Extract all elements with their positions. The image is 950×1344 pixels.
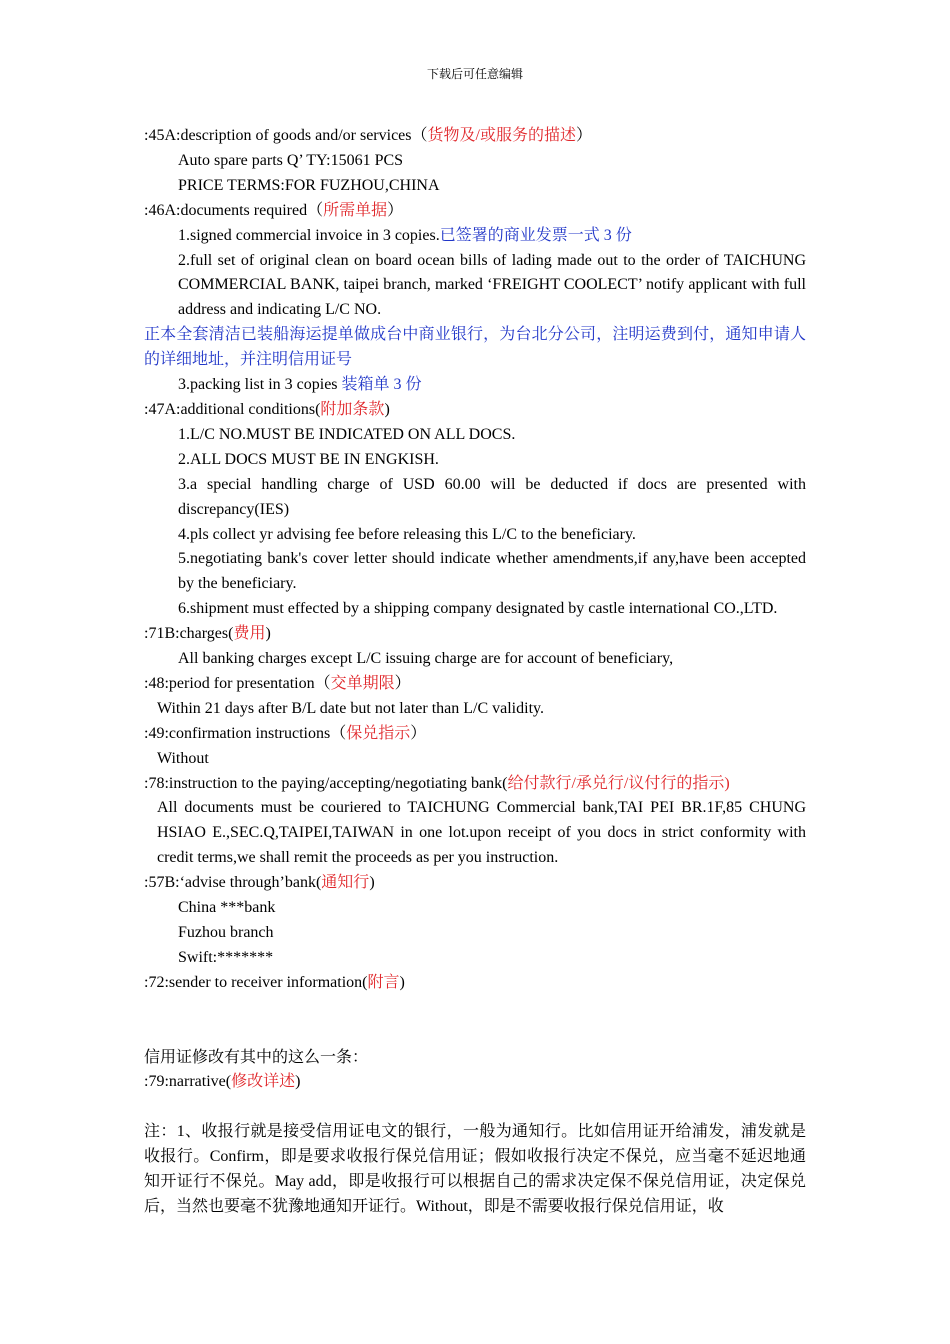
text-line xyxy=(144,747,806,772)
text-span: :57B:‘advise through’bank( xyxy=(144,874,322,892)
text-span: 信用证修改有其中的这么一条： xyxy=(144,1048,369,1066)
translation-red: 附言 xyxy=(367,973,400,991)
text-span: Without xyxy=(157,749,209,767)
text-span: 2.ALL DOCS MUST BE IN ENGKISH. xyxy=(178,450,439,468)
text-span: ） xyxy=(394,674,411,692)
text-line xyxy=(144,672,806,697)
document-body xyxy=(144,124,806,1220)
text-span: ） xyxy=(387,201,404,219)
text-span: Fuzhou branch xyxy=(178,924,274,941)
text-span: ) xyxy=(384,400,390,418)
translation-red: 保兑指示 xyxy=(346,724,411,742)
translation-red: 通知行 xyxy=(321,874,370,892)
text-line xyxy=(144,697,806,722)
translation-red: 交单期限 xyxy=(330,674,395,692)
translation-red: 修改详述 xyxy=(231,1073,296,1091)
text-span: ) xyxy=(295,1073,301,1091)
translation-red: 货物及/或服务的描述 xyxy=(427,127,576,144)
text-line xyxy=(144,149,806,174)
text-span: :79:narrative( xyxy=(144,1073,232,1091)
text-span: :45A:description of goods and/or services（ xyxy=(144,127,428,144)
text-line xyxy=(144,523,806,548)
translation-red: 附加条款 xyxy=(320,400,385,418)
text-span: 6.shipment must effected by a shipping company designated by castle international CO.,LTD. xyxy=(178,600,778,618)
translation-blue: 装箱单 3 份 xyxy=(341,376,422,394)
text-line xyxy=(144,921,806,946)
text-line xyxy=(144,622,806,647)
text-line xyxy=(144,896,806,921)
blank-line xyxy=(144,1095,806,1120)
text-line xyxy=(144,597,806,622)
text-span: Auto spare parts Q’ TY:15061 PCS xyxy=(178,151,404,169)
text-span: 1.L/C NO.MUST BE INDICATED ON ALL DOCS. xyxy=(178,425,516,443)
translation-blue: 已签署的商业发票一式 3 份 xyxy=(439,226,632,244)
text-line xyxy=(144,224,806,249)
translation-red: 费用 xyxy=(233,625,266,643)
text-line xyxy=(144,796,806,871)
text-span: 2.full set of original clean on board ocean bills of lading made out to the order of TAICHUNG COMMERCIAL BANK, taipei branch, marked ‘FREIGHT COOLECT’ notify applicant with full address and indicating L/C NO. xyxy=(178,251,806,319)
text-line xyxy=(144,323,806,373)
text-line xyxy=(144,772,806,797)
text-span: :46A:documents required（ xyxy=(144,201,324,219)
text-line xyxy=(144,174,806,199)
text-span: ） xyxy=(575,127,592,144)
text-line xyxy=(144,373,806,398)
text-span: PRICE TERMS:FOR FUZHOU,CHINA xyxy=(178,176,440,194)
text-line xyxy=(144,1120,806,1220)
text-span: China ***bank xyxy=(178,899,276,917)
translation-red: 所需单据 xyxy=(323,201,388,219)
blank-line xyxy=(144,996,806,1046)
page-header: 下载后可任意编辑 xyxy=(426,67,523,81)
text-span: :49:confirmation instructions（ xyxy=(144,724,347,742)
text-line xyxy=(144,473,806,523)
text-span: 4.pls collect yr advising fee before releasing this L/C to the beneficiary. xyxy=(178,525,636,543)
text-span: :72:sender to receiver information( xyxy=(144,973,368,991)
text-span: 注：1、收报行就是接受信用证电文的银行，一般为通知行。比如信用证开给浦发，浦发就是收报行。Confirm，即是要求收报行保兑信用证；假如收报行决定不保兑，应当毫不延迟地通知开证行不保兑。May add，即是收报行可以根据自己的需求决定保不保兑信用证，决定保兑后，当然也要毫不犹豫地通知开证行。Without，即是不需要收报行保兑信用证，收 xyxy=(144,1123,806,1215)
text-line xyxy=(144,398,806,423)
text-line xyxy=(144,199,806,224)
text-line xyxy=(144,1046,806,1071)
text-span: All banking charges except L/C issuing charge are for account of beneficiary, xyxy=(178,650,674,668)
text-span: 5.negotiating bank's cover letter should indicate whether amendments,if any,have been accepted by the beneficiary. xyxy=(178,550,806,593)
text-line xyxy=(144,871,806,896)
text-line xyxy=(144,971,806,996)
text-line xyxy=(144,946,806,971)
text-line xyxy=(144,423,806,448)
text-line xyxy=(144,249,806,324)
text-span: 3.packing list in 3 copies xyxy=(178,376,342,394)
text-line xyxy=(144,647,806,672)
text-line xyxy=(144,1070,806,1095)
text-span: ) xyxy=(369,874,375,892)
text-span: Swift:******* xyxy=(178,948,274,966)
text-span: :48:period for presentation（ xyxy=(144,674,331,692)
text-line xyxy=(144,722,806,747)
text-span: ） xyxy=(410,724,427,742)
text-span: Within 21 days after B/L date but not later than L/C validity. xyxy=(157,699,544,717)
text-span: :78:instruction to the paying/accepting/negotiating bank( xyxy=(144,774,508,792)
text-span: All documents must be couriered to TAICHUNG Commercial bank,TAI PEI BR.1F,85 CHUNG HSIAO E.,SEC.Q,TAIPEI,TAIWAN in one lot.upon receipt of you docs in strict conformity with credit terms,we shall remit the proceeds as per you instruction. xyxy=(157,799,806,867)
text-span: 3.a special handling charge of USD 60.00 will be deducted if docs are presented with discrepancy(IES) xyxy=(178,475,806,518)
translation-red: 给付款行/承兑行/议付行的指示) xyxy=(507,774,730,792)
text-span: :47A:additional conditions( xyxy=(144,400,321,418)
translation-blue: 正本全套清洁已装船海运提单做成台中商业银行，为台北分公司，注明运费到付，通知申请人的详细地址，并注明信用证号 xyxy=(144,326,806,369)
text-span: 1.signed commercial invoice in 3 copies. xyxy=(178,226,440,244)
text-line xyxy=(144,124,806,149)
text-line xyxy=(144,547,806,597)
text-span: ) xyxy=(265,625,271,643)
text-span: :71B:charges( xyxy=(144,625,234,643)
text-line xyxy=(144,448,806,473)
text-span: ) xyxy=(399,973,405,991)
